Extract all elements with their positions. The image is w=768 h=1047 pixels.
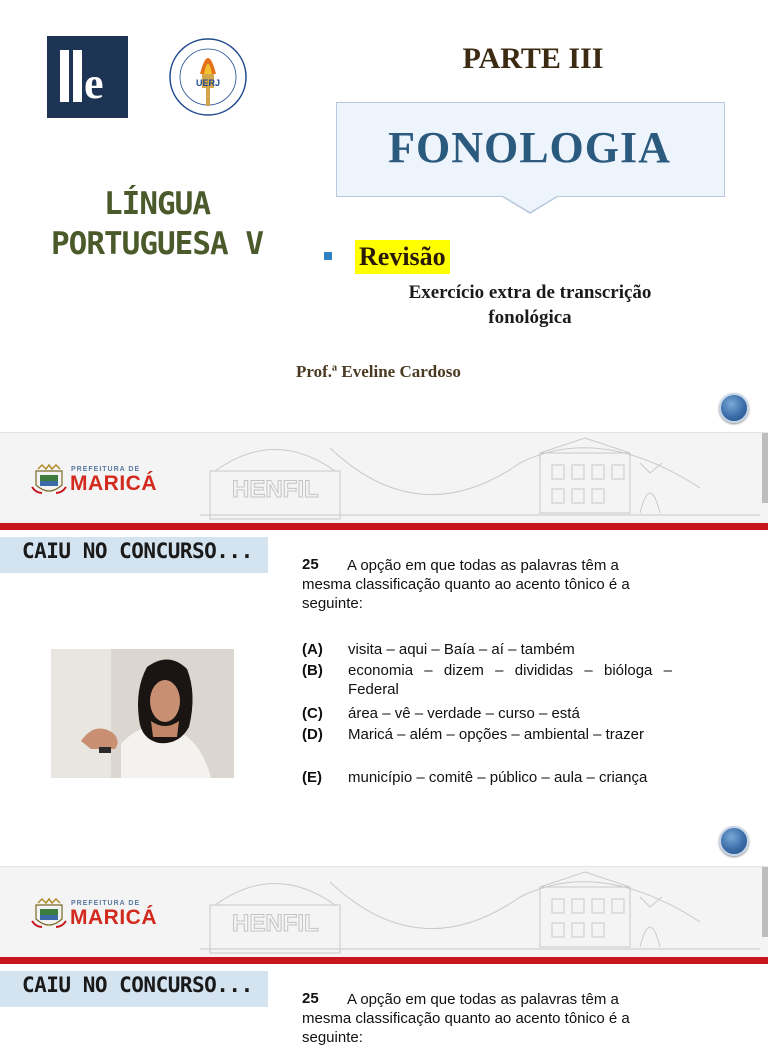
city-banner — [0, 433, 768, 523]
option-text: Maricá – além – opções – ambiental – trazer — [348, 726, 644, 743]
prefeitura-label: PREFEITURA DE — [71, 466, 141, 473]
slide-nav-button[interactable] — [719, 826, 749, 856]
question-stem: A opção em que todas as palavras têm a mesma classificação quanto ao acento tônico é a seguinte: — [302, 991, 630, 1046]
topic-title: FONOLOGIA — [388, 123, 671, 172]
reaction-photo — [51, 649, 234, 778]
prefeitura-label: PREFEITURA DE — [71, 900, 141, 907]
option-item — [302, 704, 674, 723]
red-divider — [0, 523, 768, 530]
marica-emblem-icon — [32, 465, 66, 497]
option-item — [302, 661, 674, 699]
option-text: município – comitê – público – aula – criança — [348, 769, 648, 786]
marica-emblem-icon — [32, 899, 66, 931]
uerj-seal-logo — [164, 36, 252, 118]
question-number: 25 — [302, 556, 319, 573]
city-banner — [0, 867, 768, 957]
title-slide — [0, 0, 768, 432]
revisao-heading: Revisão — [355, 240, 450, 274]
option-text: visita – aqui – Baía – aí – também — [348, 641, 575, 658]
red-divider — [0, 957, 768, 964]
option-item — [302, 768, 674, 806]
question-slide-partial — [0, 866, 768, 1046]
option-letter: (A) — [302, 641, 323, 658]
option-letter: (E) — [302, 769, 322, 786]
option-letter: (B) — [302, 662, 323, 679]
option-letter: (C) — [302, 705, 323, 722]
svg-text:HENFIL: HENFIL — [232, 476, 319, 503]
caiu-heading: CAIU NO CONCURSO... — [22, 973, 253, 997]
exercise-subtitle: Exercício extra de transcrição fonológica — [408, 282, 652, 328]
question-number: 25 — [302, 990, 319, 1007]
caiu-heading: CAIU NO CONCURSO... — [22, 539, 253, 563]
option-text: área – vê – verdade – curso – está — [348, 705, 580, 722]
slide-nav-button[interactable] — [719, 393, 749, 423]
bullet-icon — [324, 252, 332, 260]
svg-text:HENFIL: HENFIL — [232, 910, 319, 937]
question-slide — [0, 432, 768, 865]
option-item — [302, 725, 674, 763]
marica-logo-text: MARICÁ — [70, 906, 157, 929]
ile-logo: e — [47, 36, 128, 118]
marica-logo-text: MARICÁ — [70, 472, 157, 495]
option-letter: (D) — [302, 726, 323, 743]
svg-text:UERJ: UERJ — [195, 78, 221, 88]
course-title: LÍNGUA PORTUGUESA V — [51, 186, 263, 262]
option-text: economia – dizem – divididas – bióloga – Federal — [348, 662, 672, 698]
question-stem: A opção em que todas as palavras têm a mesma classificação quanto ao acento tônico é a seguinte: — [302, 557, 630, 612]
option-item — [302, 640, 674, 659]
professor-name: Prof.ª Eveline Cardoso — [296, 362, 461, 381]
part-title: PARTE III — [462, 42, 604, 75]
